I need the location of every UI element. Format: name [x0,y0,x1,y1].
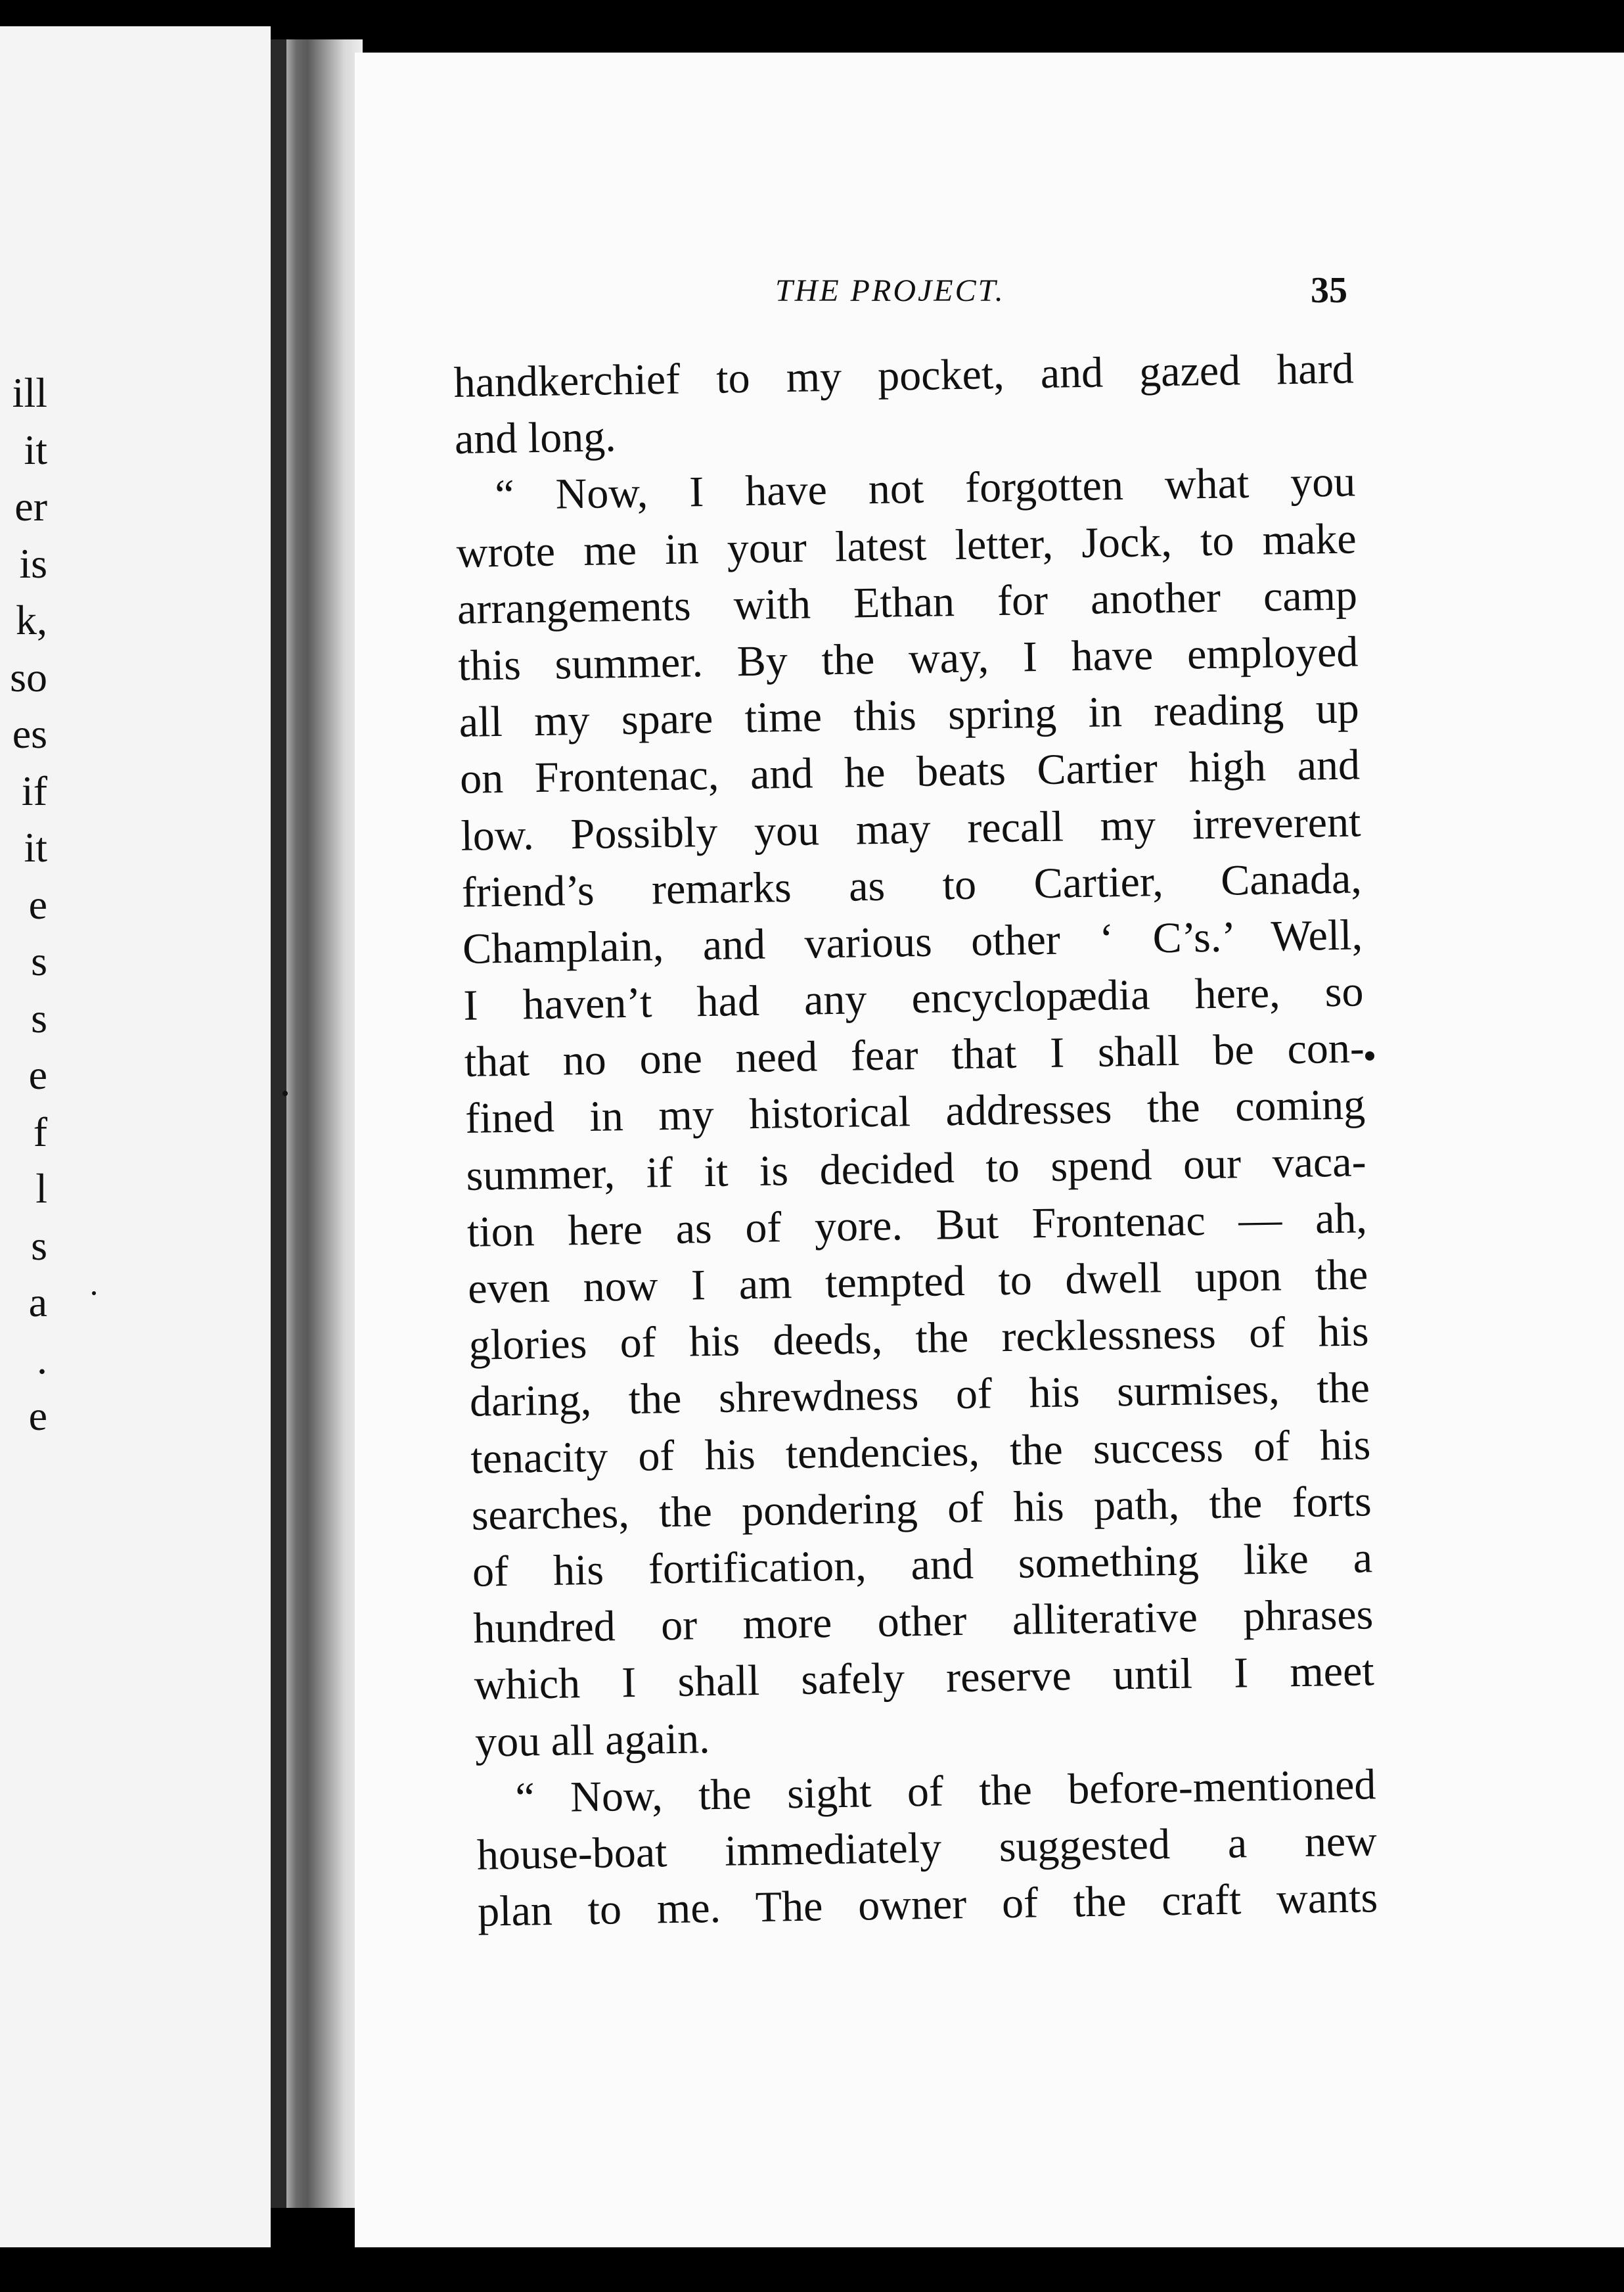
left-fragment: it [24,426,47,473]
text-line: fined in my historical addresses the coming [464,1080,1366,1143]
left-fragment: s [31,938,47,984]
page-body-text [453,340,1378,1940]
text-line: hundred or more other alliterative phrases [472,1590,1374,1653]
left-fragment: it [24,824,47,871]
scan-speck [282,1091,288,1096]
text-line: tion here as of yore. But Frontenac — ah, [466,1194,1368,1256]
text-line: of his fortification, and something like a [472,1534,1373,1596]
left-fragment: a [28,1279,47,1325]
text-line: even now I am tempted to dwell upon the [467,1250,1368,1313]
text-line: I haven’t had any encyclopædia here, so [462,967,1364,1030]
left-fragment: e [28,1051,47,1098]
text-line: all my spare time this spring in reading up [459,684,1360,747]
text-line: plan to me. The owner of the craft wants [477,1873,1378,1936]
left-fragment: es [12,710,47,757]
text-line: Champlain, and various other ‘ C’s.’ Well, [462,911,1363,973]
left-fragment: e [28,1392,47,1439]
left-fragment: if [21,767,47,814]
text-line: summer, if it is decided to spend our vaca- [466,1137,1367,1200]
scan-speck [1365,1051,1374,1061]
left-fragment: . [37,1335,47,1383]
text-line: wrote me in your latest letter, Jock, to make [456,515,1357,577]
text-line: “ Now, the sight of the before-mentioned [514,1760,1376,1822]
text-line: tenacity of his tendencies, the success of his [470,1420,1371,1483]
text-line: “ Now, I have not forgotten what you [494,457,1356,520]
left-fragment: l [35,1165,47,1212]
text-line: and long. [454,413,617,464]
text-line: this summer. By the way, I have employed [457,628,1359,690]
left-fragment: f [33,1108,47,1155]
left-facing-page [0,26,271,2292]
left-fragment: e [28,881,47,928]
text-line: daring, the shrewdness of his surmises, the [469,1364,1370,1427]
text-line: you all again. [474,1714,711,1766]
text-line: on Frontenac, and he beats Cartier high and [459,741,1361,804]
book-spine-edge [271,39,286,2208]
scan-speck [92,1291,96,1295]
text-line: which I shall safely reserve until I meet [474,1647,1375,1710]
left-fragment: s [31,994,47,1042]
left-fragment: is [19,539,47,587]
text-line: arrangements with Ethan for another camp [457,571,1358,633]
left-fragment: ill [12,369,47,416]
left-page-text-fragments [0,365,271,1445]
left-fragment: k, [16,597,47,643]
page-number: 35 [1311,270,1347,311]
text-line: that no one need fear that I shall be con- [464,1024,1365,1087]
text-line: searches, the pondering of his path, the forts [471,1477,1372,1540]
left-fragment: s [31,1222,47,1269]
text-line: handkerchief to my pocket, and gazed hard [453,344,1355,407]
running-head: THE PROJECT. [775,273,1005,308]
left-fragment: so [10,653,47,700]
text-line: house-boat immediately suggested a new [476,1817,1378,1879]
text-line: glories of his deeds, the recklessness of his [468,1307,1370,1369]
left-fragment: er [14,483,47,530]
text-line: low. Possibly you may recall my irreverent [460,797,1361,860]
scan-bottom-edge [0,2247,1624,2292]
text-line: friend’s remarks as to Cartier, Canada, [461,854,1363,917]
